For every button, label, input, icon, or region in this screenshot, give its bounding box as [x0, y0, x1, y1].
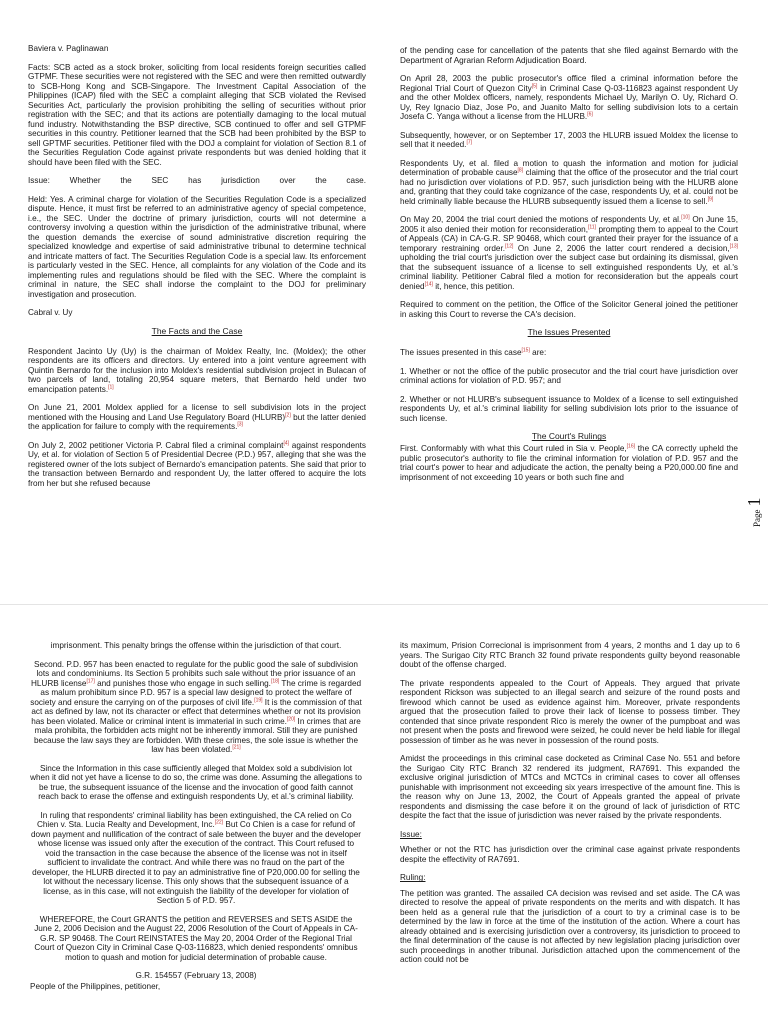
- paragraph: Required to comment on the petition, the Office of the Solicitor General joined the petitioner in asking this Court to reverse the CA's decision.: [400, 300, 738, 319]
- footnote-link[interactable]: [3]: [237, 421, 243, 428]
- paragraph-text: Respondent Jacinto Uy (Uy) is the chairman of Moldex Realty, Inc. (Moldex); the other respondents are its officers and directors. Uy entered into a joint venture agreement with Quintin Bernardo for the inclusion into Moldex's residential subdivision project in Bulacan of two parcels of land, totaling 20,954 square meters, that Bernardo held under two emancipation patents.: [28, 346, 366, 394]
- issue-paragraph: Issue: Whether the SEC has jurisdiction over the case.: [28, 176, 366, 186]
- paragraph: [400, 74, 738, 122]
- paragraph: [400, 215, 738, 291]
- footnote-link[interactable]: [2]: [285, 412, 291, 419]
- paragraph-text: the CA correctly upheld the public prosecutor's authority to file the criminal information for violation of P.D. 957 and the trial court's power to hear and adjudicate the action, the penalty being a P20,000.00 fine and imprisonment of not exceeding 10 years or both such fine and: [400, 444, 738, 482]
- paragraph: WHEREFORE, the Court GRANTS the petition and REVERSES and SETS ASIDE the June 2, 2006 Decision and the August 22, 2006 Resolution of the Court of Appeals in CA-G.R. SP 90468. The Court REINSTATES the May 20, 2004 Order of the Regional Trial Court of Quezon City in Criminal Case Q-03-116823, which denied respondents' omnibus motion to quash and motion for judicial determination of probable cause.: [34, 914, 358, 962]
- footnote-link[interactable]: [15]: [521, 347, 530, 354]
- paragraph-text: prompting them to appeal to the Court of Appeals (CA) in CA-G.R. SP 90468, which court granted their prayer for the issuance of a temporary restraining order.: [400, 224, 738, 253]
- footnote-link[interactable]: [8]: [517, 167, 524, 174]
- case-party: People of the Philippines, petitioner,: [30, 981, 161, 991]
- page-separator: [0, 604, 768, 605]
- paragraph-text: The issues presented in this case: [400, 348, 522, 358]
- paragraph: of the pending case for cancellation of the patents that she filed against Bernardo with the Department of Agrarian Reform Adjudication Board.: [400, 46, 738, 65]
- paragraph-text: it, hence, this petition.: [432, 281, 515, 291]
- section-heading-facts: The Facts and the Case: [151, 325, 243, 336]
- paragraph-text: On June 2, 2006 the latter court rendered a decision,: [513, 243, 730, 253]
- paragraph-text: On May 20, 2004 the trial court denied the motions of respondents Uy, et al.: [400, 215, 682, 225]
- footnote-link[interactable]: [5]: [531, 82, 538, 89]
- footnote-link[interactable]: [21]: [232, 744, 241, 751]
- paragraph: Whether or not the RTC has jurisdiction over the criminal case against private respondents despite the effectivity of RA7691.: [400, 845, 740, 864]
- footnote-link[interactable]: [4]: [283, 440, 289, 447]
- page1-right-column: [400, 46, 738, 491]
- paragraph-text: On June 15, 2005 it also denied their motion for reconsideration,: [400, 215, 738, 234]
- section-heading-issues: The Issues Presented: [527, 327, 611, 338]
- case-title-baviera: Baviera v. Paglinawan: [28, 44, 109, 53]
- paragraph: The private respondents appealed to the Court of Appeals. They argued that private respondent Rickson was subjected to an illegal search and seizure of the round posts and firewood which cannot be used as evidence against him. Moreover, private respondents argued that the prosecution failed to prove their lack of license to possess timber. They contended that since private respondent Rico is merely the owner of the pumpboat and was not present when the posts and firewood were seized, he could never be held liable for illegal possession of timber as he was never in possession of the round posts.: [400, 678, 740, 745]
- paragraph: [400, 348, 738, 358]
- paragraph-text: In crimes that are mala prohibita, the forbidden acts might not be inherently immoral. Still they are punished because the law says they are forbidden. With these crimes, the sole issue is whether the law has been violated.: [33, 716, 361, 755]
- paragraph-text: On April 28, 2003 the public prosecutor's office filed a criminal information before the Regional Trial Court of Quezon City: [400, 74, 738, 93]
- paragraph: Since the Information in this case sufficiently alleged that Moldex sold a subdivision lot when it did not yet have a license to do so, the crime was done. Assuming the allegations to be true, the subsequent issuance of the license and the invocation of good faith cannot reach back to erase the offense and extinguish respondents Uy, et al.'s criminal liability.: [30, 763, 362, 802]
- page1-left-column: [28, 44, 366, 497]
- footnote-link[interactable]: [18]: [270, 677, 280, 684]
- case-title-cabral: Cabral v. Uy: [28, 308, 73, 318]
- page-number: [744, 498, 765, 528]
- issue-item-2: 2. Whether or not HLURB's subsequent issuance to Moldex of a license to sell extinguished respondents Uy, et al.'s criminal liability for selling subdivision lots prior to the issuance of such license.: [400, 394, 738, 423]
- paragraph-text: But Co Chien is a case for refund of down payment and nullification of the contract of sale between the buyer and the developer whose license was issued only after the execution of the contract. This Court refused to void the transaction in the case because the absence of the license was not in itself sufficient to invalidate the contract. And while there was no fraud on the part of the developer, the HLURB directed it to pay an administrative fine of P20,000.00 for selling the lot without the necessary license. This only shows that the subsequent issuance of a license, as in this case, will not extinguish the liability of the developer for violation of Section 5 of P.D. 957.: [31, 820, 361, 906]
- paragraph-text: upholding the trial court's jurisdiction over the subject case but ordaining its dismissal, given that the subsequent issuance of a license to sell extinguished respondents Uy, et al.'s criminal liability. Petitioner Cabral filed a motion for reconsideration but the appeals court denied: [400, 253, 738, 291]
- paragraph-text: and punishes those who engage in such selling.: [94, 678, 271, 688]
- paragraph-text: Subsequently, however, or on September 17, 2003 the HLURB issued Moldex the license to sell that it needed.: [400, 130, 738, 150]
- paragraph-text: in Criminal Case Q-03-116823 against respondent Uy and the other Moldex officers, namely, respondents Michael Uy, Marilyn O. Uy, Richard O. Uy, Rey Ignacio Diaz, Jose Po, and Juanito Malto for selling subdivision lots to a certain Josefa C. Yanga without a license from the HLURB.: [400, 83, 738, 122]
- paragraph-text: are:: [529, 348, 547, 358]
- page-number-value: 1: [744, 497, 764, 507]
- footnote-link[interactable]: [12]: [505, 243, 514, 250]
- section-heading-rulings: The Court's Rulings: [531, 431, 607, 442]
- paragraph-text: It is the commission of that act as defined by law, not its character or effect that determines whether or not its provision has been violated. Malice or criminal intent is immaterial in such crime.: [31, 697, 362, 726]
- facts-paragraph: Facts: SCB acted as a stock broker, soliciting from local residents foreign securities called GTPMF. These securities were not registered with the SEC and were then remitted outwardly to SCB-Hong Kong and SCB-Singapore. The Investment Capital Association of the Philippines (ICAP) filed with the SEC a complaint alleging that SCB violated the Revised Securities Act, particularly the provision prohibiting the selling of securities without prior registration with the SEC; and that its actions are potentially damaging to the local mutual fund industry. Notwithstanding the BSP directive, SCB continued to offer and sell GTPMF securities in this country. Petitioner learned that the SCB had been prohibited by the BSP to sell GPTMF securities. Petitioner filed with the DOJ a complaint for violation of Section 8.1 of the Securities Regulation Code against private respondents but was denied holding that it should have been filed with the SEC.: [28, 62, 366, 167]
- ruling-heading: Ruling:: [400, 873, 426, 883]
- issue-heading: Issue:: [400, 829, 422, 839]
- paragraph-text: Second. P.D. 957 has been enacted to regulate for the public good the sale of subdivision lots and condominiums. Its Section 5 prohibits such sale without the prior issuance of an HLURB license: [30, 659, 358, 688]
- paragraph: [400, 159, 738, 207]
- paragraph: [400, 444, 738, 482]
- footnote-link[interactable]: [20]: [286, 715, 296, 722]
- paragraph-text: against respondents Uy, et al. for violation of Section 5 of Presidential Decree (P.D.) 957, alleging that she was the registered owner of the lots subject of Bernardo's emancipation patents. She said that prior to the transaction between Bernardo and respondent Uy, the latter offered to acquire the lots from her but she refused because: [28, 440, 367, 488]
- footnote-link[interactable]: [16]: [626, 443, 636, 450]
- paragraph: [30, 811, 362, 906]
- page-label: Page: [752, 509, 762, 527]
- footnote-link[interactable]: [22]: [214, 819, 224, 826]
- footnote-link[interactable]: [9]: [707, 195, 714, 202]
- paragraph: The petition was granted. The assailed CA decision was revised and set aside. The CA was directed to resolve the appeal of private respondents on the merits and with dispatch. It has been held as a general rule that the jurisdiction of a court to try a criminal case is to be determined by the law in force at the time of the institution of the action. Where a court has already obtained and is exercising jurisdiction over a controversy, its jurisdiction to proceed to the final determination of the cause is not affected by new legislation placing jurisdiction over such proceedings in another tribunal. Jurisdiction attached upon the commencement of the action could not be: [400, 888, 740, 965]
- paragraph: [28, 403, 366, 432]
- footnote-link[interactable]: [7]: [466, 139, 473, 146]
- held-paragraph: Held: Yes. A criminal charge for violation of the Securities Regulation Code is a specialized dispute. Hence, it must first be referred to an administrative agency of special competence, i.e., the SEC. Under the doctrine of primary jurisdiction, courts will not determine a controversy involving a question within the jurisdiction of the administrative tribunal, where the question demands the exercise of sound administrative discretion requiring the specialized knowledge and expertise of said administrative tribunal to determine technical and intricate matters of fact. The Securities Regulation Code is a special law. Its enforcement is particularly vested in the SEC. Hence, all complaints for any violation of the Code and its implementing rules and regulations should be filed with the SEC. Where the complaint is criminal in nature, the SEC shall indorse the complaint to the DOJ for preliminary investigation and prosecution.: [28, 194, 366, 299]
- paragraph-text: but the latter denied the application for failure to comply with the requirements.: [28, 412, 366, 432]
- footnote-link[interactable]: [17]: [86, 677, 95, 684]
- footnote-link[interactable]: [1]: [108, 384, 114, 391]
- paragraph-text: On July 2, 2002 petitioner Victoria P. Cabral filed a criminal complaint: [28, 440, 284, 450]
- paragraph: [400, 131, 738, 150]
- footnote-link[interactable]: [19]: [254, 696, 263, 703]
- paragraph-text: The crime is regarded as malum prohibitum since P.D. 957 is a special law designed to protect the welfare of society and ensure the carrying on of the purposes of civil life.: [30, 678, 362, 707]
- paragraph: [28, 441, 366, 489]
- footnote-link[interactable]: [6]: [587, 111, 593, 118]
- footnote-link[interactable]: [14]: [424, 281, 433, 288]
- paragraph-text: Respondents Uy, et al. filed a motion to quash the information and motion for judicial determination of probable cause: [400, 158, 738, 178]
- page2-right-column: [400, 641, 740, 974]
- paragraph: its maximum, Prision Correcional is imprisonment from 4 years, 2 months and 1 day up to 6 years. The Surigao City RTC Branch 32 found private respondents guilty beyond reasonable doubt of the offense charged.: [400, 641, 740, 670]
- paragraph-text: First. Conformably with what this Court ruled in Sia v. People,: [400, 444, 627, 454]
- page2-left-column: [30, 641, 362, 1001]
- issue-item-1: 1. Whether or not the office of the public prosecutor and the trial court have jurisdiction over criminal actions for violation of P.D. 957; and: [400, 366, 738, 386]
- paragraph: Amidst the proceedings in this criminal case docketed as Criminal Case No. 551 and before the Surigao City RTC Branch 32 rendered its judgment, RA7691. This expanded the exclusive original jurisdiction of MTCs and MCTCs in criminal cases to cover all offenses punishable with imprisonment not exceeding six years irrespective of the amount fine. This is the reason why on June 13, 2002, the Court of Appeals granted the appeal of private respondents and dismissing the case before it on the ground of lack of jurisdiction of RTC despite the fact that the issue of jurisdiction was never raised by the private respondents.: [400, 754, 740, 821]
- case-number: G.R. 154557 (February 13, 2008): [135, 971, 257, 981]
- paragraph-text: claiming that the office of the prosecutor and the trial court had no jurisdiction over violations of P.D. 957, such jurisdiction being with the HLURB alone and, granting that they could take cognizance of the case, respondents Uy, et al. could not be held criminally liable because the HLURB subsequently issued them a license to sell.: [400, 168, 739, 206]
- footnote-link[interactable]: [10]: [681, 214, 690, 221]
- footnote-link[interactable]: [11]: [588, 224, 596, 230]
- paragraph: [30, 660, 362, 755]
- footnote-link[interactable]: [13]: [729, 243, 738, 250]
- paragraph-text: On June 21, 2001 Moldex applied for a license to sell subdivision lots in the project mentioned with the Housing and Land Use Regulatory Board (HLURB): [28, 403, 366, 422]
- paragraph-text: In ruling that respondents' criminal liability has been extinguished, the CA relied on Co Chien v. Sta. Lucia Realty and Development, Inc.: [36, 810, 352, 830]
- paragraph: imprisonment. This penalty brings the offense within the jurisdiction of that court.: [50, 641, 342, 650]
- paragraph: [28, 347, 366, 395]
